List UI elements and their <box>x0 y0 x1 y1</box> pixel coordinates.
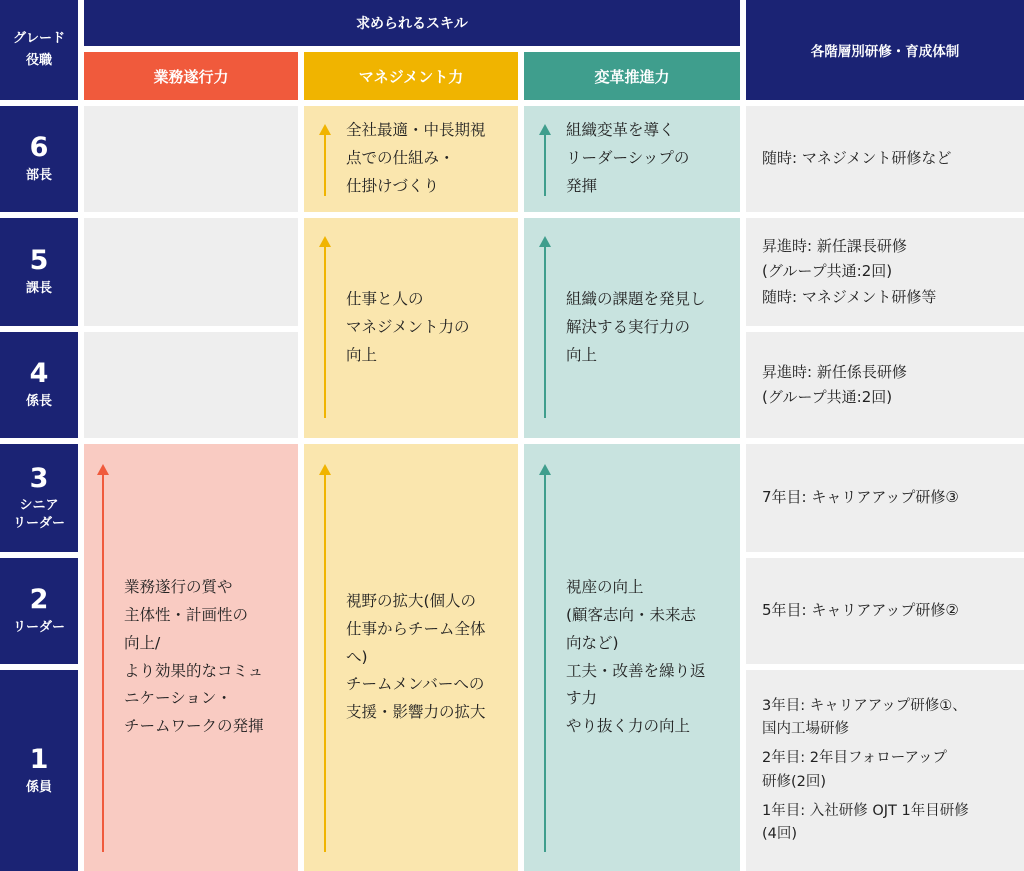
up-arrow-icon <box>319 236 331 418</box>
training-entry: 7年目: キャリアアップ研修③ <box>762 488 959 507</box>
transformation-text-6: 組織変革を導く リーダーシップの 発揮 <box>566 121 690 195</box>
grade-title: 部長 <box>25 168 52 184</box>
training-entry: 昇進時: 新任係長研修 (グループ共通:2回) <box>762 362 907 406</box>
skill-header-management: マネジメント力 <box>304 52 518 100</box>
training-cell-6 <box>746 106 1024 212</box>
up-arrow-icon <box>319 124 331 196</box>
skill-header-execution: 業務遂行力 <box>84 52 298 100</box>
training-cell-4 <box>746 332 1024 438</box>
grade-row-5 <box>0 218 78 326</box>
training-entry: 3年目: キャリアアップ研修①、 国内工場研修 <box>762 697 967 738</box>
management-text-6: 全社最適・中長期視 点での仕組み・ 仕掛けづくり <box>346 121 486 195</box>
grade-title: 係長 <box>25 394 52 410</box>
grade-row-6 <box>0 106 78 212</box>
required-skills-header: 求められるスキル <box>84 0 740 46</box>
training-cell-1 <box>746 670 1024 871</box>
up-arrow-icon <box>539 236 551 418</box>
grade-number: 5 <box>29 245 49 277</box>
management-cell-3-1 <box>304 444 518 871</box>
up-arrow-icon <box>319 464 331 852</box>
transformation-cell-6 <box>524 106 740 212</box>
management-cell-5-4 <box>304 218 518 438</box>
grade-row-2 <box>0 558 78 664</box>
management-cell-6 <box>304 106 518 212</box>
grade-row-4 <box>0 332 78 438</box>
grade-row-3 <box>0 444 78 552</box>
training-entry: 随時: マネジメント研修など <box>762 149 952 168</box>
training-cell-5 <box>746 218 1024 326</box>
grade-row-1 <box>0 670 78 871</box>
execution-empty-4 <box>84 332 298 438</box>
grade-role-header: グレード 役職 <box>0 0 78 100</box>
transformation-text-5-4: 組織の課題を発見し 解決する実行力の 向上 <box>566 290 706 364</box>
up-arrow-icon <box>539 124 551 196</box>
skill-header-transformation: 変革推進力 <box>524 52 740 100</box>
grade-number: 2 <box>29 584 49 616</box>
grade-number: 6 <box>29 132 49 164</box>
training-header: 各階層別研修・育成体制 <box>746 0 1024 100</box>
execution-empty-5 <box>84 218 298 326</box>
training-entry: 5年目: キャリアアップ研修② <box>762 601 959 620</box>
execution-cell-3-1 <box>84 444 298 871</box>
management-text-5-4: 仕事と人の マネジメント力の 向上 <box>346 290 470 364</box>
training-entry: 2年目: 2年目フォローアップ 研修(2回) <box>762 750 947 790</box>
grade-title: シニア リーダー <box>12 498 65 531</box>
up-arrow-icon <box>539 464 551 852</box>
transformation-cell-5-4 <box>524 218 740 438</box>
grade-number: 3 <box>29 462 49 494</box>
execution-empty-6 <box>84 106 298 212</box>
up-arrow-icon <box>97 464 109 852</box>
grade-number: 4 <box>29 358 49 390</box>
transformation-text-3-1: 視座の向上 (顧客志向・未来志 向など) 工夫・改善を繰り返 す力 やり抜く力の向上 <box>566 577 706 736</box>
grade-number: 1 <box>29 743 49 775</box>
training-entry: 昇進時: 新任課長研修 (グループ共通:2回) 随時: マネジメント研修等 <box>762 236 937 306</box>
management-text-3-1: 視野の拡大(個人の 仕事からチーム全体 へ) チームメンバーへの 支援・影響力の拡大 <box>346 591 486 722</box>
training-cell-2 <box>746 558 1024 664</box>
grade-title: 課長 <box>25 281 52 297</box>
transformation-cell-3-1 <box>524 444 740 871</box>
training-cell-3 <box>746 444 1024 552</box>
training-entry: 1年目: 入社研修 OJT 1年目研修 (4回) <box>762 802 969 842</box>
grade-title: 係員 <box>25 779 52 795</box>
execution-text-3-1: 業務遂行の質や 主体性・計画性の 向上/ より効果的なコミュ ニケーション・ チームワークの発揮 <box>124 577 264 736</box>
grade-title: リーダー <box>12 620 65 636</box>
